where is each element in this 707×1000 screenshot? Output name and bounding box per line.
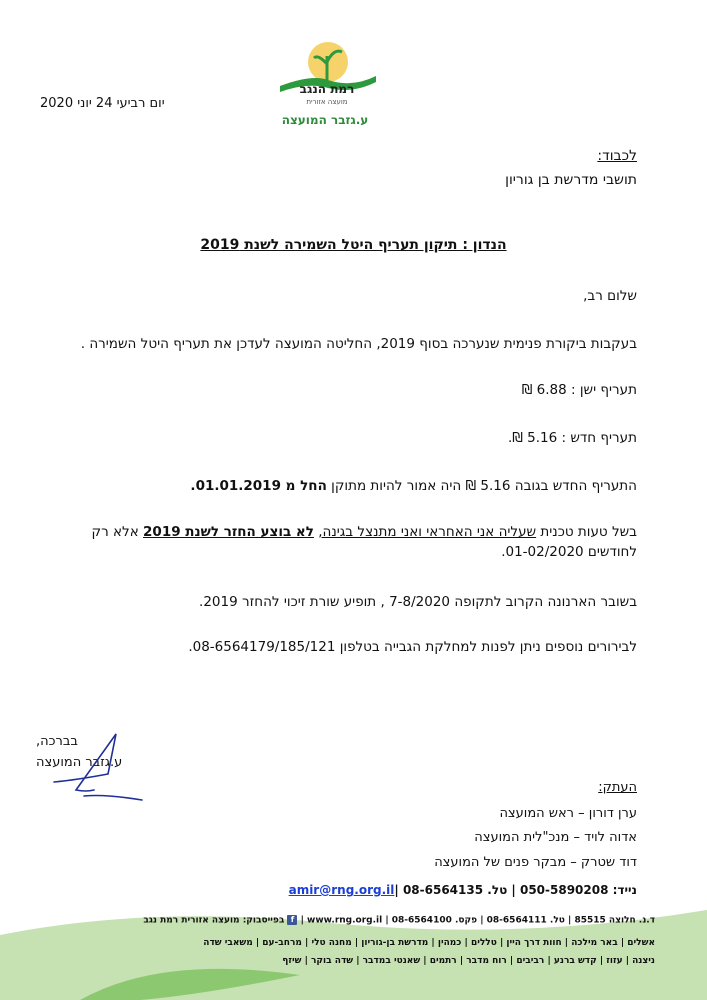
greeting: שלום רב, [583,288,637,304]
phone-numbers: נייד: 050-5890208 | טל. 08-6564135 | [394,883,637,897]
facebook-icon[interactable]: f [287,915,297,925]
closing-regards: בברכה, [36,734,78,749]
logo-title: רמת הנגב [299,82,355,96]
error-text: בשל טעות טכנית [536,524,637,540]
cc-item: דוד שטרק – מבקר פנים של המועצה [434,855,637,870]
effective-text: התעריף החדש בגובה 5.16 ₪ היה אמור להיות מתוקן [326,478,637,494]
paragraph-audit: בעקבות ביקורת פנימית שנערכה בסוף 2019, החליטה המועצה לעדכן את תעריף היטל השמירה . [80,336,637,352]
handwritten-signature [46,730,146,805]
footer-communities: ניצנה | עזוז | קדש ברנע | רביבים | רוח מדבר | רתמים | שאנטי במדבר | שדה בוקר | שיזף [282,956,655,966]
recipient-value: תושבי מדרשת בן גוריון [505,172,637,188]
footer-communities: אשלים | באר מילכה | חוות דרך היין | טללים | כמהין | מדרשת בן-גוריון | מחנה טלי | מרחב-עם | משאבי שדה [203,938,655,948]
paragraph-bill-credit: בשובר הארנונה הקרוב לתקופה 7-8/2020 , תופיע שורת זיכוי להחזר 2019. [199,594,637,610]
address-text: ד.נ. חלוצה 85515 | טל. 08-6564111 | פקס. 08-6564100 | www.rng.org.il | [297,915,655,926]
paragraph-contact: לבירורים נוספים ניתן לפנות למחלקת הגבייה בטלפון 08-6564179/185/121. [188,639,637,655]
cc-label: העתק: [598,780,637,795]
error-text-end: אלא רק לחודשים 01-02/2020. [91,524,637,560]
subject-line: הנדון : תיקון תעריף היטל השמירה לשנת 2019 [200,237,507,253]
letter-date: יום רביעי 24 יוני 2020 [40,96,165,111]
logo-subtitle: מועצה אזורית [306,98,348,106]
cc-item: ערן דורון – ראש המועצה [499,806,637,821]
paragraph-technical-error [57,522,637,562]
email-link[interactable]: amir@rng.org.il [288,883,395,897]
no-refund-bold: לא בוצע החזר לשנת 2019 [143,524,314,540]
sender-title: ע.גזבר המועצה [281,113,369,127]
footer-address [30,915,655,926]
cc-item: אדוה לויד – מנכ"לית המועצה [474,830,637,845]
closing-title: ע.גזבר המועצה [36,755,123,770]
new-rate: תעריף חדש : 5.16 ₪. [507,430,637,446]
facebook-text: בפייסבוק: מועצה אזורית רמת נגב [143,915,285,926]
recipient-label: לכבוד: [597,148,637,164]
old-rate: תעריף ישן : 6.88 ₪ [521,382,637,398]
paragraph-effective-date [57,476,637,496]
apology-underlined: שעליה אני האחראי ואני מתנצל בגינה, [318,524,537,540]
effective-date-bold: החל מ 01.01.2019. [190,478,327,494]
